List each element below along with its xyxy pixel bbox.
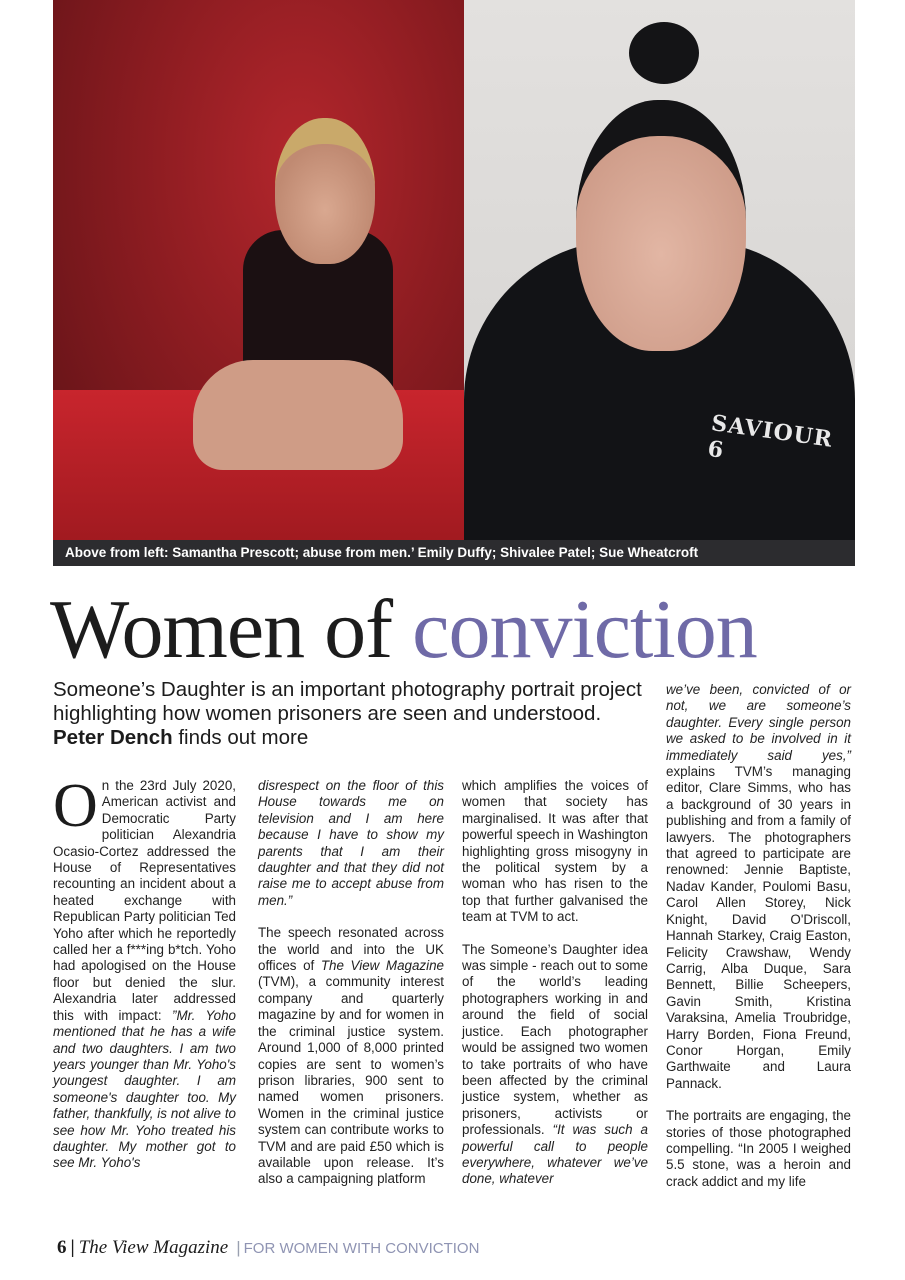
paragraph: On the 23rd July 2020, American activist and Democratic Party politician Alexandria Ocasio-Cortez addressed the House of Representatives recounting an incident about a heated exchange with Republican Party politician Ted Yoho after which he reportedly called her a f***ing b*tch. Yoho had apologised on the House floor but denied the slur. Alexandria later addressed this with impact: ”Mr. Yoho mentioned that he has a wife and two daughters. I am two years younger than Mr. Yoho's youngest daughter. I am someone's daughter too. My father, thankfully, is not alive to see how Mr. Yoho treated his daughter. My mother got to see Mr. Yoho's: [53, 772, 236, 1171]
portrait-photo-left: [53, 0, 464, 540]
magazine-title: The View Magazine: [78, 1237, 229, 1258]
photo-caption: Above from left: Samantha Prescott; abuse from men.’ Emily Duffy; Shivalee Patel; Sue Wheatcroft: [53, 540, 855, 566]
hair-bun-shape: [629, 22, 699, 84]
article-column-2: [258, 778, 444, 1204]
quote: ”Mr. Yoho mentioned that he has a wife and two daughters. I am two years younger than Mr. Yoho's youngest daughter. I am someone's daughter too. My father, thankfully, is not alive to see how Mr. Yoho treated his daughter. My mother got to see Mr. Yoho's: [53, 1007, 236, 1171]
article-headline: [50, 580, 860, 680]
paragraph: The portraits are engaging, the stories of those photographed compelling. “In 2005 I weighed 5.5 stone, was a heroin and crack addict and my life: [666, 1108, 851, 1189]
paragraph: we’ve been, convicted of or not, we are someone’s daughter. Every single person we asked to be involved in it immediately said yes,” explains TVM’s managing editor, Clare Simms, who has a background of 30 years in publishing and from a family of lawyers. The photographers that agreed to participate are renowned: Jennie Baptiste, Nadav Kander, Poulomi Basu, Carol Allen Storey, Nick Knight, David O'Driscoll, Hannah Starkey, Craig Easton, Felicity Crawshaw, Wendy Carrig, Alba Duque, Sara Bennett, Billie Scheepers, Gavin Smith, Kristina Varaksina, Amelia Troubridge, Harry Borden, Fiona Freund, Conor Horgan, Emily Garthwaite and Laura Pannack.: [666, 682, 851, 1091]
figure-head-shape: [275, 118, 375, 264]
quote-paragraph: disrespect on the floor of this House towards me on television and I am here because I have to show my parents that I am their daughter and that they did not raise me to accept abuse from men.”: [258, 778, 444, 908]
quote: “It was such a powerful call to people everywhere, whatever we’ve done, whatever: [462, 1122, 649, 1187]
standfirst-tail: finds out more: [172, 726, 309, 749]
standfirst-text: Someone’s Daughter is an important photography portrait project highlighting how women prisoners are seen and understood.: [53, 678, 642, 725]
figure-arms-shape: [193, 360, 403, 470]
headline-part-1: Women of: [50, 583, 413, 676]
page-number: 6: [57, 1237, 67, 1258]
paragraph: The speech resonated across the world and into the UK offices of The View Magazine (TVM), a community interest company and quarterly magazine by and for women in the criminal justice system. Around 1,000 of 8,000 printed copies are sent to women’s prison libraries, 900 sent to named women prisoners. Women in the criminal justice system can contribute works to TVM and are paid £50 which is available upon release. It’s also a campaigning platform: [258, 925, 444, 1187]
paragraph: which amplifies the voices of women that society has marginalised. It was after that powerful speech in Washington highlighting gross misogyny in the political system by a woman who has risen to the top that further galvanised the team at TVM to act.: [462, 778, 648, 925]
standfirst: [53, 678, 653, 750]
footer-divider: |: [70, 1237, 75, 1258]
paragraph: The Someone’s Daughter idea was simple - reach out to some of the world’s leading photographers working in and around the field of social justice. Each photographer would be assigned two women to take portraits of who have been affected by the criminal justice system, whether as prisoners, activists or professionals. “It was such a powerful call to people everywhere, whatever we’ve done, whatever: [462, 941, 649, 1187]
page-footer: [57, 1236, 479, 1260]
quote: we’ve been, convicted of or not, we are someone’s daughter. Every single person we asked to be involved in it immediately said yes,”: [666, 682, 851, 763]
magazine-tagline: FOR WOMEN WITH CONVICTION: [243, 1240, 480, 1257]
standfirst-author: Peter Dench: [53, 726, 173, 749]
portrait-photo-right: [464, 0, 855, 540]
article-column-4: [666, 682, 851, 1206]
footer-divider: |: [236, 1238, 241, 1257]
hoodie-logo: SAVIOUR 6: [706, 410, 835, 464]
headline-part-2: conviction: [412, 583, 757, 676]
article-column-3: [462, 778, 648, 1204]
drop-cap: O: [53, 772, 98, 840]
figure-head-shape: [576, 100, 746, 351]
magazine-name: The View Magazine: [320, 958, 444, 974]
article-column-1: [53, 772, 236, 1188]
